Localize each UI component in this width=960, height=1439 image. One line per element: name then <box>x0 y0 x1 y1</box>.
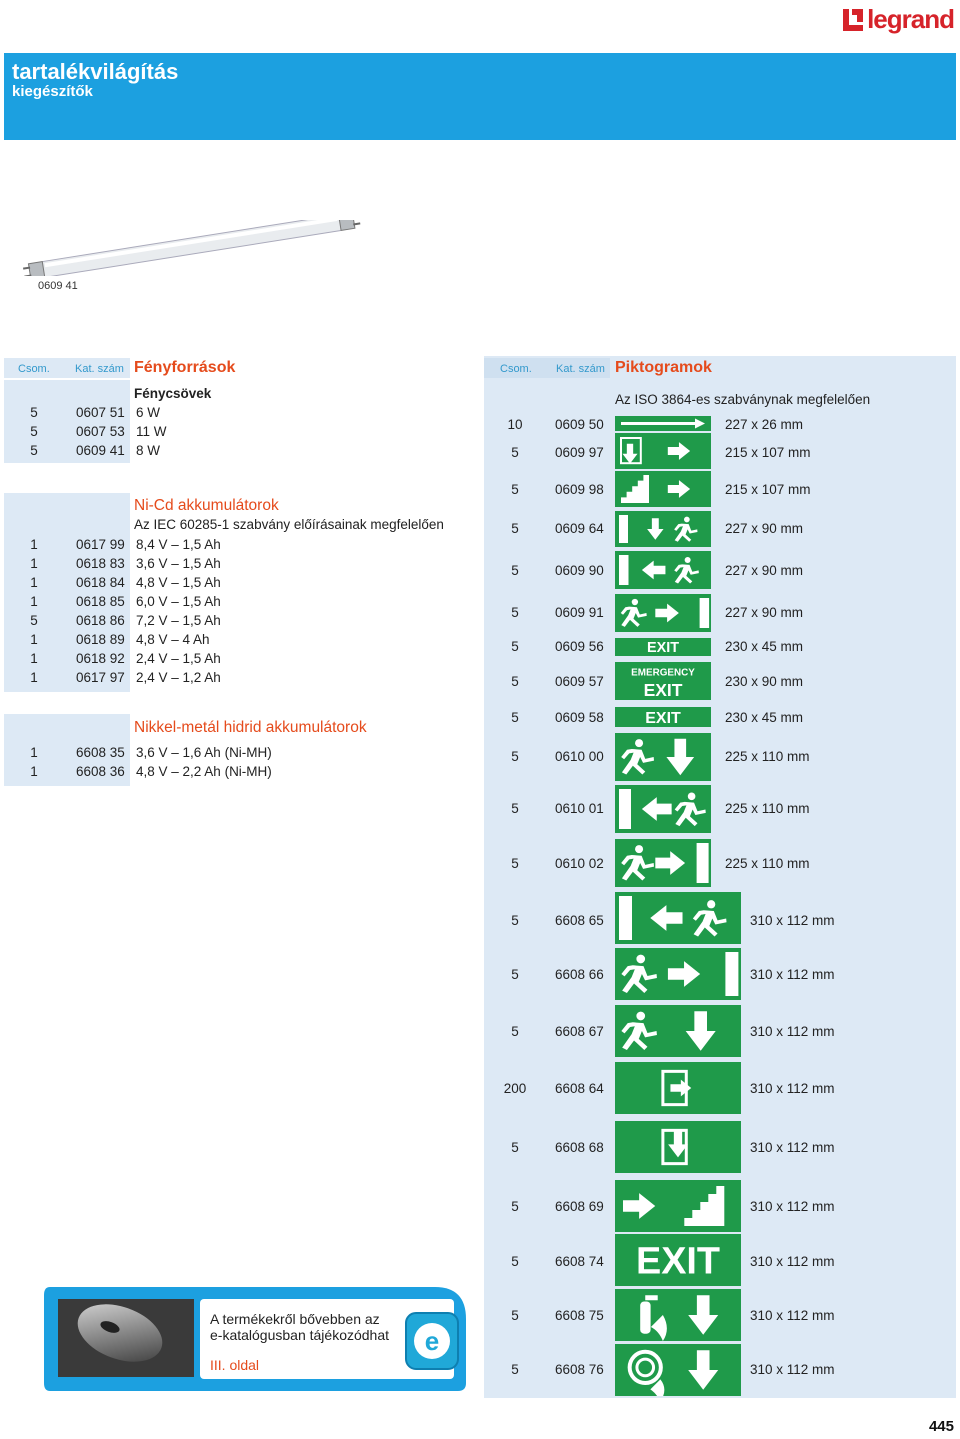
row-dimensions: 310 x 112 mm <box>750 1140 835 1155</box>
row-code: 0609 90 <box>555 563 604 578</box>
runner-down-icon <box>615 733 711 781</box>
left-col-qty: Csom. <box>18 363 50 375</box>
row-qty: 200 <box>503 1081 527 1096</box>
row-qty: 5 <box>511 913 519 928</box>
row-code: 0610 00 <box>555 749 604 764</box>
row-code: 0609 58 <box>555 710 604 725</box>
row-dimensions: 227 x 90 mm <box>725 563 804 578</box>
runner-right-icon <box>615 839 711 887</box>
row-qty: 5 <box>511 521 519 536</box>
row-qty: 5 <box>511 563 519 578</box>
row-dimensions: 215 x 107 mm <box>725 482 811 497</box>
row-dimensions: 215 x 107 mm <box>725 445 811 460</box>
row-code: 6608 69 <box>555 1199 604 1214</box>
section-note: Az IEC 60285-1 szabvány előírásainak megfelelően <box>134 517 444 532</box>
promo-page-link[interactable]: III. oldal <box>210 1357 260 1373</box>
image-caption: 0609 41 <box>38 280 78 292</box>
brand-name: legrand <box>867 4 954 34</box>
row-code: 0610 02 <box>555 856 604 871</box>
row-code: 0609 97 <box>555 445 604 460</box>
row-code: 6608 68 <box>555 1140 604 1155</box>
promo-line2: e-katalógusban tájékozódhat <box>210 1327 390 1343</box>
row-dimensions: 227 x 90 mm <box>725 605 804 620</box>
row-qty: 5 <box>511 1199 519 1214</box>
row-dimensions: 310 x 112 mm <box>750 1199 835 1214</box>
left-runner-icon <box>615 785 711 833</box>
row-qty: 5 <box>511 445 519 460</box>
long-arrow-icon <box>615 416 711 431</box>
page-subtitle: kiegészítők <box>12 83 93 100</box>
legrand-mark-icon <box>843 9 863 31</box>
row-code: 6608 64 <box>555 1081 604 1096</box>
section-heading: Fénycsövek <box>134 386 212 401</box>
row-qty: 5 <box>511 710 519 725</box>
left-col-code: Kat. szám <box>75 363 124 375</box>
exit-sign <box>615 638 711 656</box>
runner-right-icon <box>615 594 711 632</box>
row-dimensions: 230 x 45 mm <box>725 710 804 725</box>
row-code: 0609 56 <box>555 639 604 654</box>
legrand-logo <box>843 4 954 35</box>
section-heading: Nikkel-metál hidrid akkumulátorok <box>134 719 367 736</box>
row-qty: 5 <box>511 1362 519 1377</box>
row-dimensions: 230 x 45 mm <box>725 639 804 654</box>
left-runner-icon <box>615 551 711 589</box>
row-dimensions: 310 x 112 mm <box>750 1081 835 1096</box>
promo-line1: A termékekről bővebben az <box>210 1311 380 1327</box>
ecatalog-promo[interactable] <box>40 1283 468 1395</box>
row-code: 0609 64 <box>555 521 604 536</box>
page-title: tartalékvilágítás <box>12 59 179 84</box>
title-banner <box>4 53 956 140</box>
sign-text-top: EMERGENCY <box>631 667 695 679</box>
row-code: 0609 98 <box>555 482 604 497</box>
row-code: 0609 50 <box>555 417 604 432</box>
row-qty: 5 <box>511 856 519 871</box>
door-exit-icon <box>615 1062 741 1114</box>
runner-down-icon <box>615 1005 741 1057</box>
door-arrow-icon <box>615 433 711 469</box>
standard-note: Az ISO 3864-es szabványnak megfelelően <box>615 392 871 407</box>
sign-text: EXIT <box>635 1240 721 1283</box>
hose-down-icon <box>615 1344 741 1396</box>
row-dimensions: 227 x 26 mm <box>725 417 804 432</box>
row-code: 0609 91 <box>555 605 604 620</box>
row-qty: 5 <box>511 1254 519 1269</box>
exit-sign <box>615 707 711 727</box>
row-code: 6608 67 <box>555 1024 604 1039</box>
row-qty: 10 <box>507 417 523 432</box>
page-number: 445 <box>928 1418 954 1435</box>
left-table-title: Fényforrások <box>134 359 236 376</box>
row-qty: 5 <box>511 749 519 764</box>
svg-text:e: e <box>424 1326 440 1356</box>
row-code: 6608 74 <box>555 1254 604 1269</box>
row-qty: 5 <box>511 1140 519 1155</box>
right-col-code: Kat. szám <box>556 363 605 375</box>
row-qty: 5 <box>511 1024 519 1039</box>
section-heading: Ni-Cd akkumulátorok <box>134 497 279 514</box>
sign-text: EXIT <box>643 680 683 700</box>
row-dimensions: 310 x 112 mm <box>750 1024 835 1039</box>
stairs-arrow-icon <box>615 471 711 507</box>
row-dimensions: 230 x 90 mm <box>725 674 804 689</box>
right-col-qty: Csom. <box>500 363 532 375</box>
sign-text: EXIT <box>645 709 681 727</box>
row-dimensions: 227 x 90 mm <box>725 521 804 536</box>
row-dimensions: 310 x 112 mm <box>750 1308 835 1323</box>
row-code: 0610 01 <box>555 801 604 816</box>
row-qty: 5 <box>511 605 519 620</box>
e-catalog-icon[interactable] <box>404 1311 460 1371</box>
row-qty: 5 <box>511 674 519 689</box>
row-qty: 5 <box>511 482 519 497</box>
row-dimensions: 225 x 110 mm <box>725 749 810 764</box>
extinguisher-down-icon <box>615 1289 741 1341</box>
row-dimensions: 225 x 110 mm <box>725 801 810 816</box>
row-dimensions: 310 x 112 mm <box>750 1362 835 1377</box>
row-qty: 5 <box>511 1308 519 1323</box>
row-qty: 5 <box>511 967 519 982</box>
runner-right-icon <box>615 948 741 1000</box>
row-code: 6608 66 <box>555 967 604 982</box>
left-runner-icon <box>615 892 741 944</box>
row-dimensions: 225 x 110 mm <box>725 856 810 871</box>
exit-sign <box>615 1234 741 1286</box>
mouse-image <box>58 1299 194 1377</box>
row-code: 6608 76 <box>555 1362 604 1377</box>
row-qty: 5 <box>511 801 519 816</box>
sign-text: EXIT <box>647 640 679 656</box>
row-dimensions: 310 x 112 mm <box>750 1254 835 1269</box>
row-dimensions: 310 x 112 mm <box>750 967 835 982</box>
row-code: 6608 65 <box>555 913 604 928</box>
right-table-title: Piktogramok <box>615 359 712 376</box>
row-code: 6608 75 <box>555 1308 604 1323</box>
fluorescent-tube-image <box>22 220 362 276</box>
door-down-icon <box>615 1121 741 1173</box>
arrow-stairs-icon <box>615 1180 741 1232</box>
row-code: 0609 57 <box>555 674 604 689</box>
row-dimensions: 310 x 112 mm <box>750 913 835 928</box>
row-qty: 5 <box>511 639 519 654</box>
down-runner-icon <box>615 511 711 547</box>
emergency-exit-sign <box>615 662 711 700</box>
